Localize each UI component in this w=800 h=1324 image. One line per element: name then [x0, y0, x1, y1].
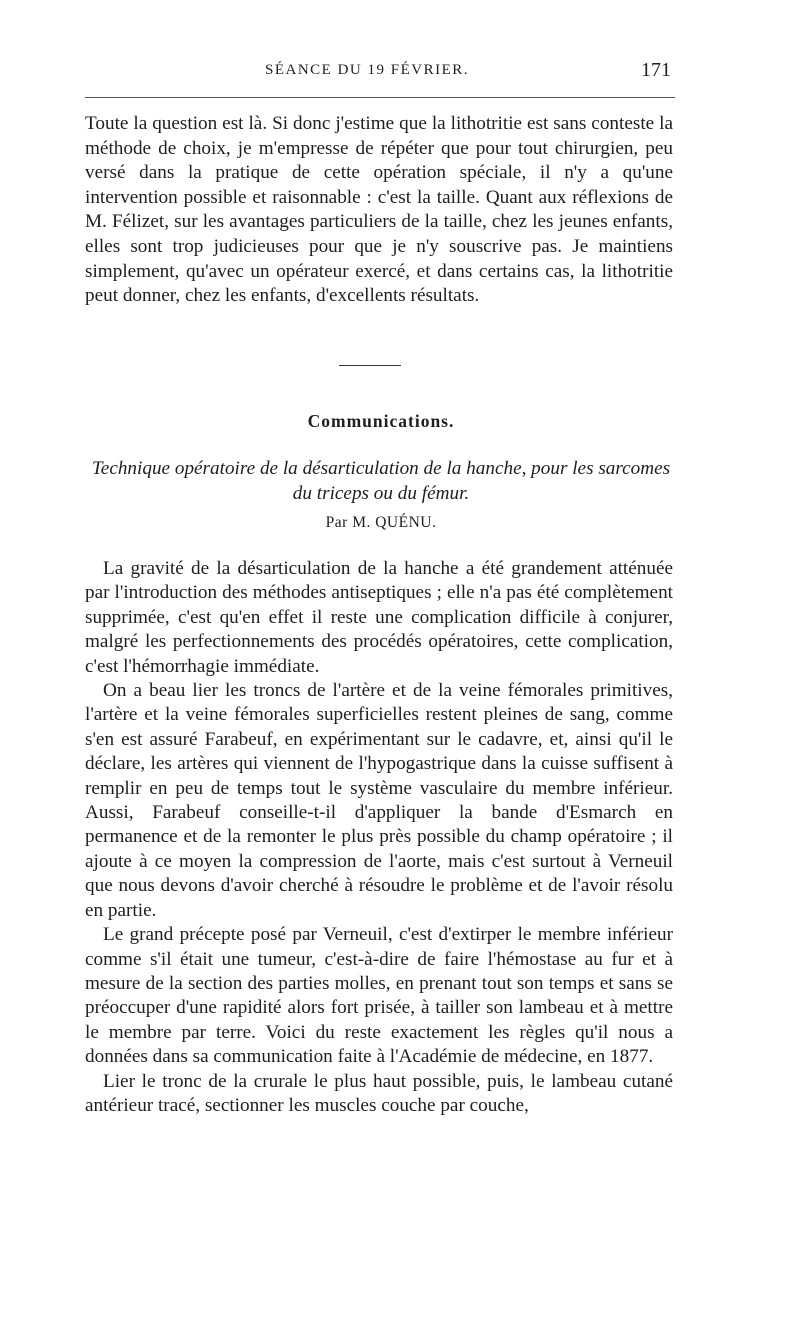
article-paragraph: Le grand précepte posé par Verneuil, c'est d'extirper le membre inférieur comme s'il était une tumeur, c'est-à-dire de faire l'hémostase au fur et à mesure de la section des parties molles, en prenant tout son temps et sans se préoccuper d'une rapidité alors fort prisée, à tailler son lambeau et à mettre le membre par terre. Voici du reste exactement les règles qu'il nous a données dans sa communication faite à l'Académie de médecine, en 1877. [85, 924, 673, 1068]
page-number: 171 [641, 59, 671, 81]
section-divider [339, 365, 401, 366]
running-title: SÉANCE DU 19 FÉVRIER. [265, 62, 470, 78]
article-title: Technique opératoire de la désarticulation de la hanche, pour les sarcomes du triceps ou du fémur. [91, 458, 671, 504]
running-header [85, 59, 677, 86]
intro-paragraph: Toute la question est là. Si donc j'estime que la lithotritie est sans conteste la méthode de choix, je m'empresse de répéter que pour tout chirurgien, peu versé dans la pratique de cette opération spéciale, il n'y a qu'une intervention possible et raisonnable : c'est la taille. Quant aux réflexions de M. Félizet, sur les avantages particuliers de la taille, chez les jeunes enfants, elles sont trop judicieuses pour que je n'y souscrive pas. Je maintiens simplement, qu'avec un opérateur exercé, et dans certains cas, la lithotritie peut donner, chez les enfants, d'excellents résultats. [85, 113, 673, 307]
section-heading: Communications. [307, 411, 455, 431]
article-byline: Par M. QUÉNU. [325, 514, 437, 531]
article-paragraph: La gravité de la désarticulation de la hanche a été grandement atténuée par l'introduction des méthodes antiseptiques ; elle n'a pas été complètement supprimée, c'est qu'en effet il reste une complication difficile à conjurer, malgré les perfectionnements des procédés opératoires, cette complication, c'est l'hémorrhagie immédiate. [85, 558, 673, 677]
article-paragraph: Lier le tronc de la crurale le plus haut possible, puis, le lambeau cutané antérieur tracé, sectionner les muscles couche par couche, [85, 1070, 673, 1116]
header-rule [85, 97, 675, 98]
article-body [85, 557, 673, 1118]
article-paragraph: On a beau lier les troncs de l'artère et de la veine fémorales primitives, l'artère et la veine fémorales superficielles restent pleines de sang, comme s'en est assuré Farabeuf, en expérimentant sur le cadavre, et, ainsi qu'il le déclare, les artères qui viennent de l'hypogastrique dans la cuisse suffisent à remplir en peu de temps tout le système vasculaire du membre inférieur. Aussi, Farabeuf conseille-t-il d'appliquer la bande d'Esmarch en permanence et de la remonter le plus près possible du champ opératoire ; il ajoute à ce moyen la compression de l'aorte, mais c'est surtout à Verneuil que nous devons d'avoir cherché à résoudre le problème et de l'avoir résolu en partie. [85, 680, 673, 921]
intro-text [85, 112, 673, 309]
